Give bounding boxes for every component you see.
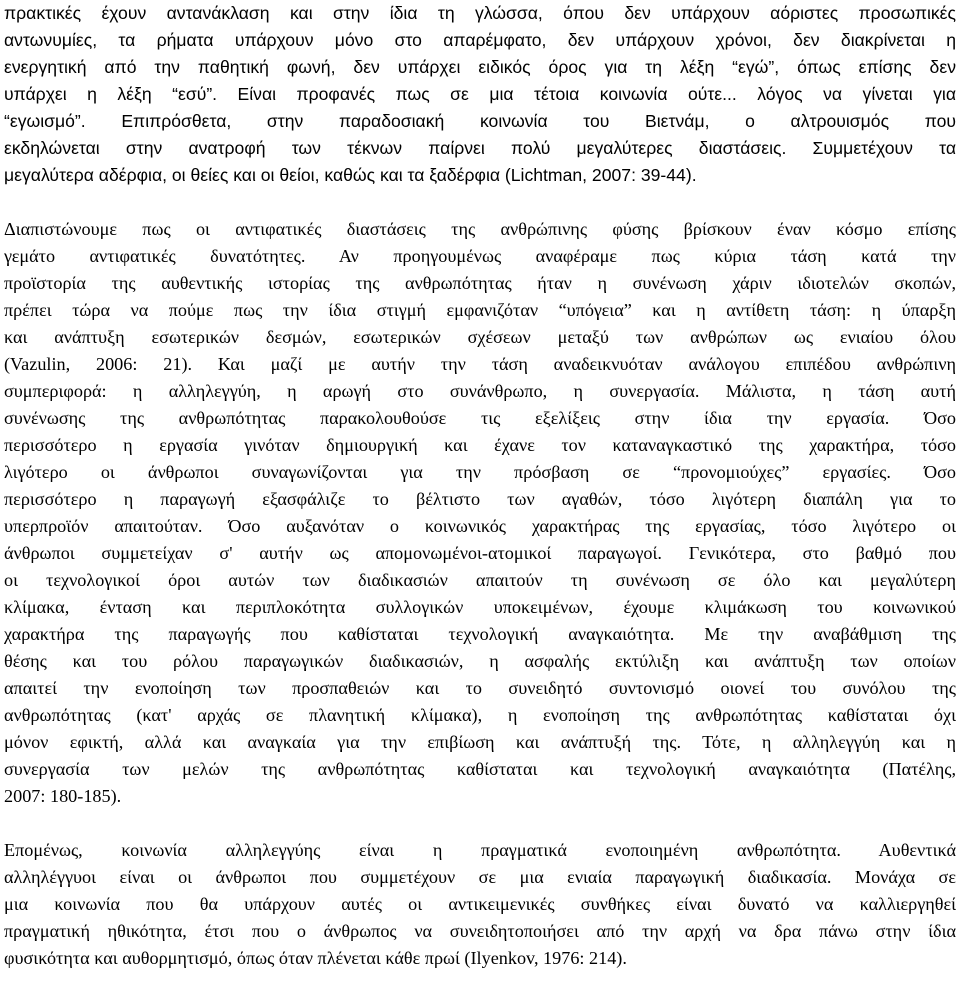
text-line: “εγωισμό”. Επιπρόσθετα, στην παραδοσιακή κοινωνία του Βιετνάμ, ο αλτρουισμός που: [4, 111, 956, 131]
text-line: πρέπει τώρα να πούμε πως την ίδια στιγμή εμφανιζόταν “υπόγεια” και η αντίθετη τάση: η ύπαρξη: [4, 300, 956, 320]
text-line: περισσότερο η παραγωγή εξασφάλιζε το βέλτιστο των αγαθών, τόσο λιγότερη διαπάλη για το: [4, 489, 956, 509]
text-line: Επομένως, κοινωνία αλληλεγγύης είναι η πραγματικά ενοποιημένη ανθρωπότητα. Αυθεντικά: [4, 840, 956, 860]
paragraph-3: [4, 837, 956, 972]
text-line: άνθρωποι συμμετείχαν σ' αυτήν ως απομονωμένοι-ατομικοί παραγωγοί. Γενικότερα, στο βαθμό που: [4, 543, 956, 563]
text-line: γεμάτο αντιφατικές δυνατότητες. Αν προηγουμένως αναφέραμε πως κύρια τάση κατά την: [4, 246, 956, 266]
paragraph-2: [4, 216, 956, 810]
text-line: οι τεχνολογικοί όροι αυτών των διαδικασιών απαιτούν τη συνένωση σε όλο και μεγαλύτερη: [4, 570, 956, 590]
text-line: μια κοινωνία που θα υπάρχουν αυτές οι αντικειμενικές συνθήκες είναι δυνατό να καλλιεργηθεί: [4, 894, 956, 914]
text-line: κλίμακα, ένταση και περιπλοκότητα συλλογικών υποκειμένων, έχουμε κλιμάκωση του κοινωνικού: [4, 597, 956, 617]
text-line: λιγότερο οι άνθρωποι συναγωνίζονται για την πρόσβαση σε “προνομιούχες” εργασίες. Όσο: [4, 462, 956, 482]
paragraph-1: [4, 0, 956, 189]
text-line: μεγαλύτερα αδέρφια, οι θείες και οι θείοι, καθώς και τα ξαδέρφια (Lichtman, 2007: 39-44).: [4, 165, 697, 185]
text-line: μόνον εφικτή, αλλά και αναγκαία για την επιβίωση και ανάπτυξή της. Τότε, η αλληλεγγύη και η: [4, 732, 956, 752]
text-line: προϊστορία της αυθεντικής ιστορίας της ανθρωπότητας ήταν η συνένωση χάριν ιδιοτελών σκοπών,: [4, 273, 956, 293]
text-line: εκδηλώνεται στην ανατροφή των τέκνων παίρνει πολύ μεγαλύτερες διαστάσεις. Συμμετέχουν τα: [4, 138, 956, 158]
text-line: φυσικότητα και αυθορμητισμό, όπως όταν πλένεται κάθε πρωί (Ilyenkov, 1976: 214).: [4, 948, 627, 968]
text-line: Διαπιστώνουμε πως οι αντιφατικές διαστάσεις της ανθρώπινης φύσης βρίσκουν έναν κόσμο επίσης: [4, 219, 956, 239]
text-line: αντωνυμίες, τα ρήματα υπάρχουν μόνο στο απαρέμφατο, δεν υπάρχουν χρόνοι, δεν διακρίνεται η: [4, 30, 956, 50]
text-line: ανθρωπότητας (κατ' αρχάς σε πλανητική κλίμακα), η ενοποίηση της ανθρωπότητας καθίσταται όχι: [4, 705, 956, 725]
text-line: υπερπροϊόν απαιτούταν. Όσο αυξανόταν ο κοινωνικός χαρακτήρας της εργασίας, τόσο λιγότερο οι: [4, 516, 956, 536]
text-line: ενεργητική από την παθητική φωνή, δεν υπάρχει ειδικός όρος για τη λέξη “εγώ”, όπως επίσης δεν: [4, 57, 956, 77]
text-line: 2007: 180-185).: [4, 786, 122, 806]
text-line: περισσότερο η εργασία γινόταν δημιουργική και έχανε τον καταναγκαστικό της χαρακτήρα, τόσο: [4, 435, 956, 455]
text-line: χαρακτήρα της παραγωγής που καθίσταται τεχνολογική αναγκαιότητα. Με την αναβάθμιση της: [4, 624, 956, 644]
text-line: συμπεριφορά: η αλληλεγγύη, η αρωγή στο συνάνθρωπο, η συνεργασία. Μάλιστα, η τάση αυτή: [4, 381, 956, 401]
text-line: συνένωσης της ανθρωπότητας παρακολουθούσε τις εξελίξεις στην ίδια την εργασία. Όσο: [4, 408, 956, 428]
paragraph-gap: [4, 810, 956, 837]
document-page: [4, 0, 956, 983]
text-line: απαιτεί την ενοποίηση των προσπαθειών και το συνειδητό συντονισμό οιονεί του συνόλου της: [4, 678, 956, 698]
text-line: πραγματική ηθικότητα, έτσι που ο άνθρωπος να συνειδητοποιήσει από την αρχή να δρα πάνω στην ίδια: [4, 921, 956, 941]
text-line: συνεργασία των μελών της ανθρωπότητας καθίσταται και τεχνολογική αναγκαιότητα (Πατέλης,: [4, 759, 956, 779]
text-line: υπάρχει η λέξη “εσύ”. Είναι προφανές πως σε μια τέτοια κοινωνία ούτε... λόγος να γίνεται για: [4, 84, 956, 104]
text-line: θέσης και του ρόλου παραγωγικών διαδικασιών, η ασφαλής εκτύλιξη και ανάπτυξη των οποίων: [4, 651, 956, 671]
text-line: (Vazulin, 2006: 21). Και μαζί με αυτήν την τάση αναδεικνυόταν ανάλογου επιπέδου ανθρώπινη: [4, 354, 956, 374]
text-line: και ανάπτυξη εσωτερικών δεσμών, εσωτερικών σχέσεων μεταξύ των ανθρώπων ως ενιαίου όλου: [4, 327, 956, 347]
text-line: αλληλέγγυοι είναι οι άνθρωποι που συμμετέχουν σε μια ενιαία παραγωγική διαδικασία. Μονάχα σε: [4, 867, 956, 887]
text-line: πρακτικές έχουν αντανάκλαση και στην ίδια τη γλώσσα, όπου δεν υπάρχουν αόριστες προσωπικές: [4, 3, 956, 23]
paragraph-gap: [4, 189, 956, 216]
